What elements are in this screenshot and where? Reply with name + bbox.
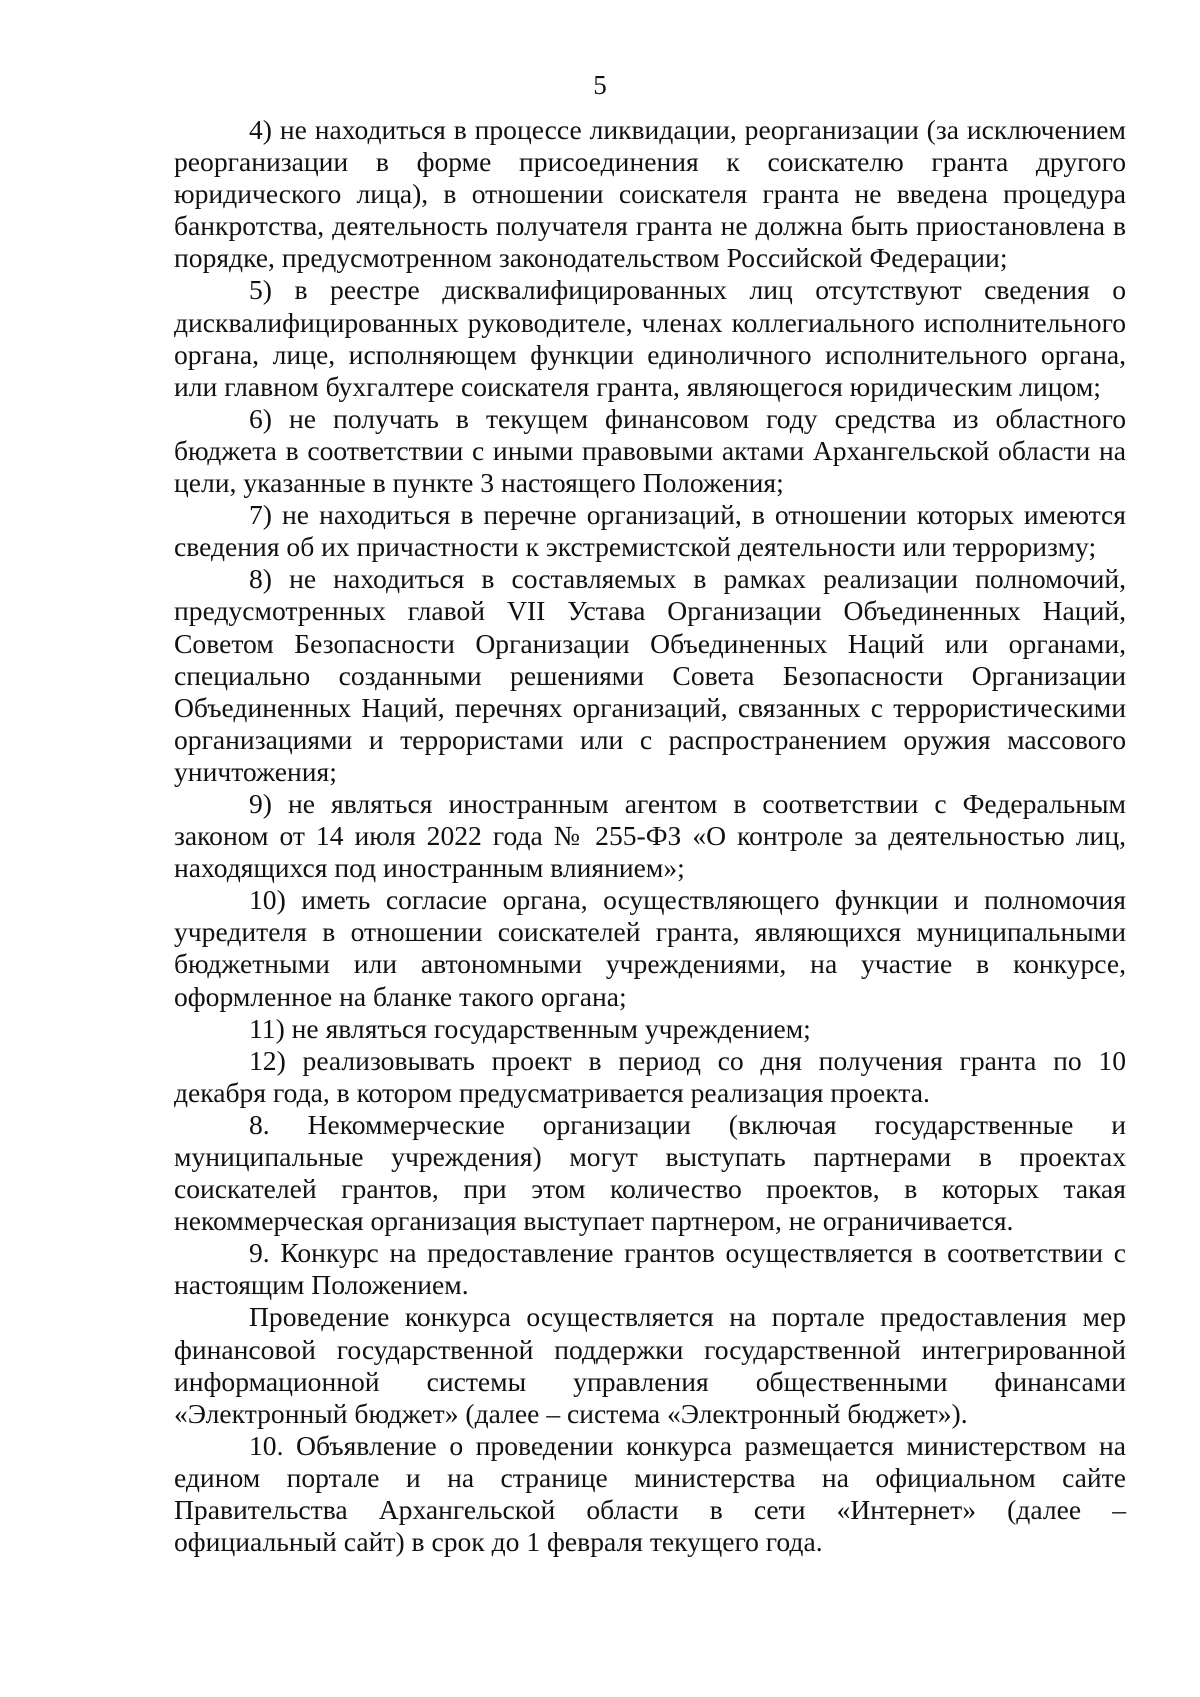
paragraph-item-12: 12) реализовывать проект в период со дня получения гранта по 10 декабря года, в котором предусматривается реализация проекта. xyxy=(174,1044,1126,1108)
paragraph-item-6: 6) не получать в текущем финансовом году средства из областного бюджета в соответствии с иными правовыми актами Архангельской области на цели, указанные в пункте 3 настоящего Положения; xyxy=(174,402,1126,499)
document-body xyxy=(174,114,1126,1558)
page-number: 5 xyxy=(593,70,607,100)
paragraph-item-10: 10) иметь согласие органа, осуществляющего функции и полномочия учредителя в отношении соискателей гранта, являющихся муниципальными бюджетными или автономными учреждениями, на участие в конкурсе, оформленное на бланке такого органа; xyxy=(174,884,1126,1012)
paragraph-section-8: 8. Некоммерческие организации (включая государственные и муниципальные учреждения) могут выступать партнерами в проектах соискателей грантов, при этом количество проектов, в которых такая некоммерческая организация выступает партнером, не ограничивается. xyxy=(174,1108,1126,1237)
paragraph-item-4: 4) не находиться в процессе ликвидации, реорганизации (за исключением реорганизации в форме присоединения к соискателю гранта другого юридического лица), в отношении соискателя гранта не введена процедура банкротства, деятельность получателя гранта не должна быть приостановлена в порядке, предусмотренном законодательством Российской Федерации; xyxy=(174,114,1126,274)
paragraph-section-9-continued: Проведение конкурса осуществляется на портале предоставления мер финансовой государственной поддержки государственной интегрированной информационной системы управления общественными финансами «Электронный бюджет» (далее – система «Электронный бюджет»). xyxy=(174,1301,1126,1429)
paragraph-section-10: 10. Объявление о проведении конкурса размещается министерством на едином портале и на странице министерства на официальном сайте Правительства Архангельской области в сети «Интернет» (далее – официальный сайт) в срок до 1 февраля текущего года. xyxy=(174,1429,1126,1558)
paragraph-item-7: 7) не находиться в перечне организаций, в отношении которых имеются сведения об их причастности к экстремистской деятельности или терроризму; xyxy=(174,499,1126,563)
paragraph-item-5: 5) в реестре дисквалифицированных лиц отсутствуют сведения о дисквалифицированных руководителе, членах коллегиального исполнительного органа, лице, исполняющем функции единоличного исполнительного органа, или главном бухгалтере соискателя гранта, являющегося юридическим лицом; xyxy=(174,274,1126,402)
paragraph-item-11: 11) не являться государственным учреждением; xyxy=(249,1012,811,1044)
paragraph-section-9: 9. Конкурс на предоставление грантов осуществляется в соответствии с настоящим Положением. xyxy=(174,1237,1126,1301)
paragraph-item-9: 9) не являться иностранным агентом в соответствии с Федеральным законом от 14 июля 2022 года № 255-ФЗ «О контроле за деятельностью лиц, находящихся под иностранным влиянием»; xyxy=(174,787,1126,884)
paragraph-item-8: 8) не находиться в составляемых в рамках реализации полномочий, предусмотренных главой VII Устава Организации Объединенных Наций, Советом Безопасности Организации Объединенных Наций или органами, специально созданными решениями Совета Безопасности Организации Объединенных Наций, перечнях организаций, связанных с террористическими организациями и террористами или с распространением оружия массового уничтожения; xyxy=(174,563,1126,787)
